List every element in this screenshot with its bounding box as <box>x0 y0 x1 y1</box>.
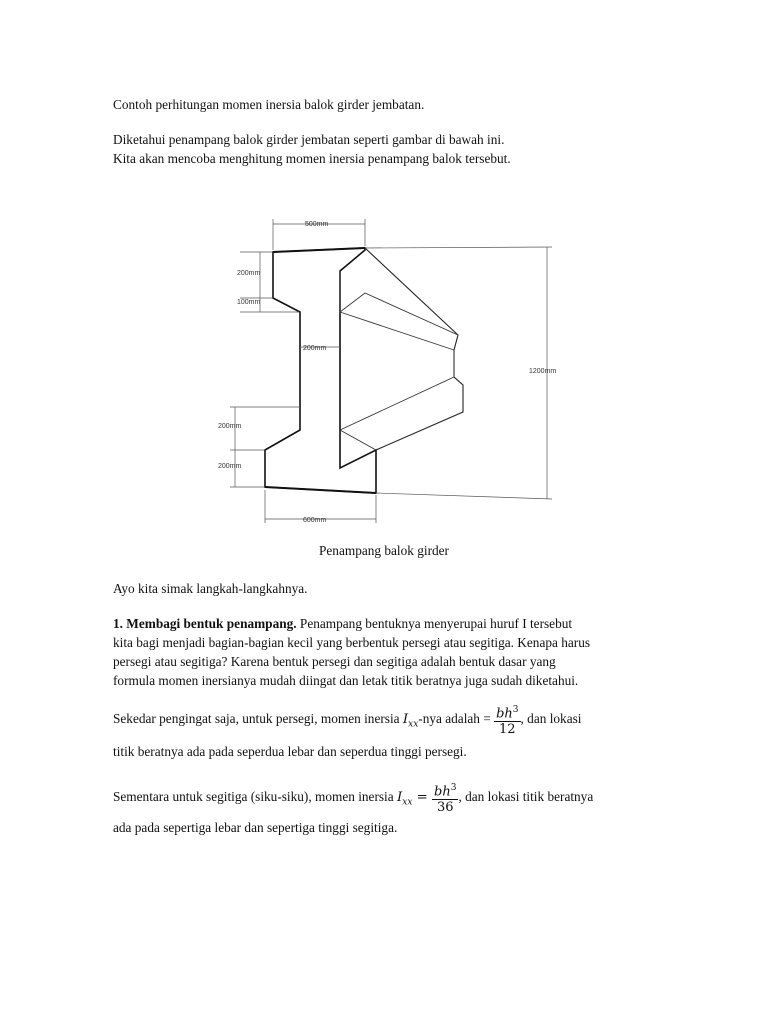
goal-line: Kita akan mencoba menghitung momen inersia penampang balok tersebut. <box>113 151 511 166</box>
step-1-line-4: formula momen inersianya mudah diingat dan letak titik beratnya juga sudah diketahui. <box>113 673 579 688</box>
girder-figure <box>200 205 560 535</box>
step-1-body-1: Penampang bentuknya menyerupai huruf I tersebut <box>296 616 573 631</box>
dim-left-2-label: 100mm <box>237 299 261 306</box>
tri-text-a: Sementara untuk segitiga (siku-siku), momen inersia <box>113 789 397 804</box>
girder-inner-lines <box>340 271 458 335</box>
rect-text-a: Sekedar pengingat saja, untuk persegi, momen inersia <box>113 711 403 726</box>
tri-fraction: $\frac{bh^3}{36}$ <box>434 782 457 816</box>
step-1-title: 1. Membagi bentuk penampang. <box>113 616 297 631</box>
dim-bottom-label: 600mm <box>303 517 327 524</box>
intro-line: Contoh perhitungan momen inersia balok girder jembatan. <box>113 97 425 112</box>
dim-left-1-label: 200mm <box>237 270 261 277</box>
rect-formula-line <box>113 702 581 742</box>
rect-text-d: titik beratnya ada pada seperdua lebar dan seperdua tinggi persegi. <box>113 744 467 759</box>
girder-top-edge-shade <box>273 248 365 252</box>
step-1-line-1 <box>113 614 572 633</box>
girder-web-line-bottom <box>340 377 454 430</box>
tri-formula-line <box>113 780 593 820</box>
ixx-symbol-2: $I_{xx}$ <box>396 790 413 808</box>
figure-caption: Penampang balok girder <box>319 543 449 558</box>
dim-left-4-label: 200mm <box>218 463 242 470</box>
step-1-line-3: persegi atau segitiga? Karena bentuk persegi dan segitiga adalah bentuk dasar yang <box>113 654 556 669</box>
dim-top-label: 500mm <box>305 221 329 228</box>
rect-text-c: , dan lokasi <box>520 711 582 726</box>
ixx-symbol: $I_{xx}$ <box>402 712 419 730</box>
rect-text-b: -nya adalah = <box>418 711 495 726</box>
dim-height-label: 1200mm <box>529 368 557 375</box>
dim-height <box>365 247 552 499</box>
dim-left-3-label: 200mm <box>218 423 242 430</box>
step-1-line-2: kita bagi menjadi bagian-bagian kecil yang berbentuk persegi atau segitiga. Kenapa harus <box>113 635 591 650</box>
equals-sign: = <box>412 790 433 805</box>
girder-bottom-inner <box>340 412 463 450</box>
girder-front-face <box>265 248 376 493</box>
given-line: Diketahui penampang balok girder jembatan seperti gambar di bawah ini. <box>113 132 505 147</box>
steps-intro: Ayo kita simak langkah-langkahnya. <box>113 581 308 596</box>
girder-bottom-edge-shade <box>265 487 376 493</box>
tri-text-c: , dan lokasi titik beratnya <box>458 789 594 804</box>
girder-side-outline <box>365 248 463 450</box>
dim-web-label: 200mm <box>303 345 327 352</box>
rect-fraction: $\frac{bh^3}{12}$ <box>496 704 519 738</box>
girder-web-line-top <box>340 312 454 350</box>
tri-text-d: ada pada sepertiga lebar dan sepertiga tinggi segitiga. <box>113 820 398 835</box>
